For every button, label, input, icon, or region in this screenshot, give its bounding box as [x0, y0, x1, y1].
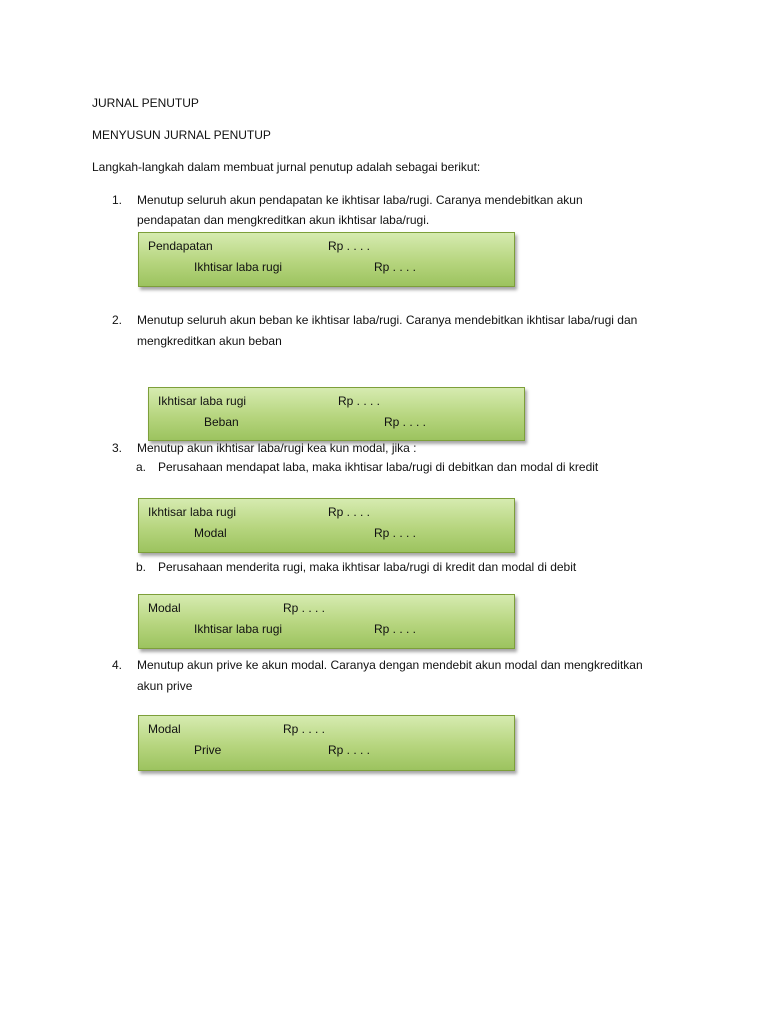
step-text: Menutup seluruh akun pendapatan ke ikhtisar laba/rugi. Caranya mendebitkan akun	[137, 193, 583, 207]
debit-account: Ikhtisar laba rugi	[158, 394, 247, 408]
credit-account: Beban	[204, 415, 239, 429]
debit-account: Ikhtisar laba rugi	[148, 505, 237, 519]
credit-account: Modal	[194, 526, 227, 540]
sub-step-letter: b.	[136, 560, 147, 574]
journal-entry-box	[138, 715, 515, 771]
journal-entry-box	[138, 594, 515, 649]
step-text: mengkreditkan akun beban	[137, 334, 282, 348]
credit-account: Ikhtisar laba rugi	[194, 260, 283, 274]
section-heading: MENYUSUN JURNAL PENUTUP	[92, 128, 271, 142]
debit-account: Modal	[148, 601, 181, 615]
credit-account: Prive	[194, 743, 222, 757]
journal-entry-box	[138, 498, 515, 553]
intro-text: Langkah-langkah dalam membuat jurnal penutup adalah sebagai berikut:	[92, 160, 481, 174]
credit-amount: Rp . . . .	[374, 260, 417, 274]
journal-entry-box	[148, 387, 525, 441]
credit-amount: Rp . . . .	[374, 526, 417, 540]
credit-amount: Rp . . . .	[328, 743, 371, 757]
debit-account: Modal	[148, 722, 181, 736]
step-text: akun prive	[137, 679, 193, 693]
credit-amount: Rp . . . .	[384, 415, 427, 429]
debit-amount: Rp . . . .	[328, 239, 371, 253]
step-number: 3.	[112, 441, 123, 455]
document-title: JURNAL PENUTUP	[92, 96, 199, 110]
step-text: Menutup akun prive ke akun modal. Caranya dengan mendebit akun modal dan mengkreditkan	[137, 658, 643, 672]
step-number: 4.	[112, 658, 123, 672]
step-text: pendapatan dan mengkreditkan akun ikhtisar laba/rugi.	[137, 213, 430, 227]
credit-amount: Rp . . . .	[374, 622, 417, 636]
credit-account: Ikhtisar laba rugi	[194, 622, 283, 636]
sub-step-letter: a.	[136, 460, 147, 474]
sub-step-text: Perusahaan menderita rugi, maka ikhtisar laba/rugi di kredit dan modal di debit	[158, 560, 577, 574]
debit-amount: Rp . . . .	[283, 722, 326, 736]
step-text: Menutup seluruh akun beban ke ikhtisar laba/rugi. Caranya mendebitkan ikhtisar laba/rugi dan	[137, 313, 638, 327]
step-number: 1.	[112, 193, 123, 207]
sub-step-text: Perusahaan mendapat laba, maka ikhtisar laba/rugi di debitkan dan modal di kredit	[158, 460, 599, 474]
debit-amount: Rp . . . .	[338, 394, 381, 408]
debit-account: Pendapatan	[148, 239, 213, 253]
step-text: Menutup akun ikhtisar laba/rugi kea kun modal, jika :	[137, 441, 417, 455]
debit-amount: Rp . . . .	[283, 601, 326, 615]
journal-entry-box	[138, 232, 515, 287]
debit-amount: Rp . . . .	[328, 505, 371, 519]
step-number: 2.	[112, 313, 123, 327]
